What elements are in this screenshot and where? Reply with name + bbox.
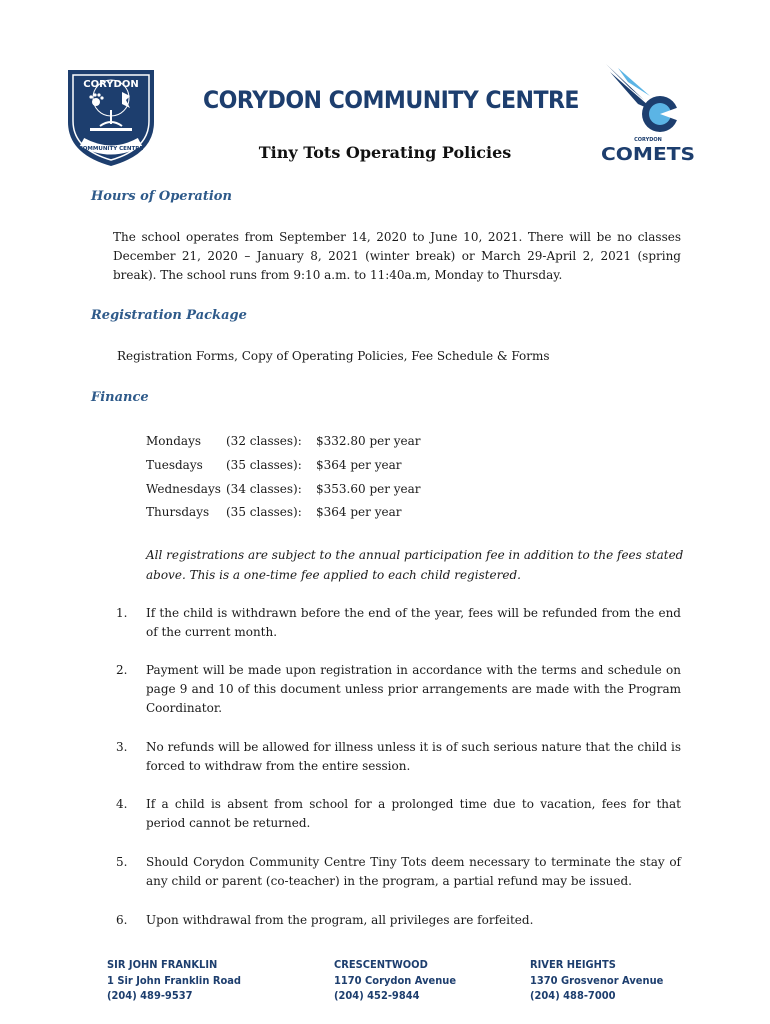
fee-classes: (35 classes): xyxy=(226,505,302,519)
list-item-text: Payment will be made upon registration in accordance with the terms and schedule on page 9 and 10 of this document unless prior arrangements are made with the Program Coordinator. xyxy=(146,663,681,715)
footer-location-address: 1 Sir John Franklin Road xyxy=(107,973,242,987)
fee-row xyxy=(146,477,566,501)
fee-row xyxy=(146,453,566,477)
footer-location-name: CRESCENTWOOD xyxy=(334,958,428,971)
list-item-number: 2. xyxy=(116,663,128,677)
participation-fee-note: All registrations are subject to the annual participation fee in addition to the fees stated above. This is a one-time fee applied to each child registered. xyxy=(146,548,684,582)
footer-location-river-heights xyxy=(530,957,678,1004)
list-item-number: 5. xyxy=(116,855,128,869)
registration-paragraph: Registration Forms, Copy of Operating Policies, Fee Schedule & Forms xyxy=(117,349,550,363)
fee-classes: (32 classes): xyxy=(226,434,302,448)
list-item-number: 6. xyxy=(116,913,128,927)
fee-price: $364 per year xyxy=(316,458,402,472)
hours-paragraph: The school operates from September 14, 2020 to June 10, 2021. There will be no classes December 21, 2020 – January 8, 2021 (winter break) or March 29-April 2, 2021 (spring break). The school runs from 9:10 a.m. to 11:40a.m, Monday to Thursday. xyxy=(113,230,681,282)
list-item-number: 1. xyxy=(116,606,128,620)
fee-day: Thursdays xyxy=(146,505,210,519)
footer-location-name: RIVER HEIGHTS xyxy=(530,958,616,971)
list-item-text: If a child is absent from school for a prolonged time due to vacation, fees for that period cannot be returned. xyxy=(146,797,681,830)
finance-heading: Finance xyxy=(91,390,149,405)
fee-day: Wednesdays xyxy=(146,482,221,496)
fee-price: $332.80 per year xyxy=(316,434,421,448)
footer-location-address: 1170 Corydon Avenue xyxy=(334,973,457,987)
crest-bottom-text: COMMUNITY CENTRE xyxy=(78,146,144,152)
footer-location-name: SIR JOHN FRANKLIN xyxy=(107,958,218,971)
fee-row xyxy=(146,500,566,524)
footer-location-phone: (204) 488-7000 xyxy=(530,989,616,1002)
footer-location-phone: (204) 489-9537 xyxy=(107,989,193,1002)
fee-classes: (35 classes): xyxy=(226,458,302,472)
list-item-text: No refunds will be allowed for illness unless it is of such serious nature that the child is forced to withdraw from the entire session. xyxy=(146,740,681,773)
document-title: Tiny Tots Operating Policies xyxy=(258,143,512,162)
footer-location-phone: (204) 452-9844 xyxy=(334,989,420,1002)
list-item-text: Upon withdrawal from the program, all privileges are forfeited. xyxy=(146,913,534,927)
comets-small-text: CORYDON xyxy=(634,137,662,143)
fee-day: Mondays xyxy=(146,434,202,448)
footer-location-crescentwood xyxy=(334,957,470,1004)
registration-heading: Registration Package xyxy=(91,308,247,323)
hours-heading: Hours of Operation xyxy=(91,189,232,204)
list-item-number: 4. xyxy=(116,797,128,811)
fee-price: $353.60 per year xyxy=(316,482,421,496)
comets-name-text: COMETS xyxy=(601,144,695,165)
list-item-number: 3. xyxy=(116,740,128,754)
organization-name: CORYDON COMMUNITY CENTRE xyxy=(203,86,579,114)
list-item-text: If the child is withdrawn before the end of the year, fees will be refunded from the end of the current month. xyxy=(146,606,681,639)
crest-top-text: CORYDON xyxy=(83,79,139,90)
fee-price: $364 per year xyxy=(316,505,402,519)
fee-classes: (34 classes): xyxy=(226,482,302,496)
footer-location-address: 1370 Grosvenor Avenue xyxy=(530,973,664,987)
fee-day: Tuesdays xyxy=(146,458,203,472)
fee-row xyxy=(146,429,566,453)
footer-location-sir-john-franklin xyxy=(107,957,256,1004)
list-item-text: Should Corydon Community Centre Tiny Tots deem necessary to terminate the stay of any child or parent (co-teacher) in the program, a partial refund may be issued. xyxy=(146,855,681,888)
